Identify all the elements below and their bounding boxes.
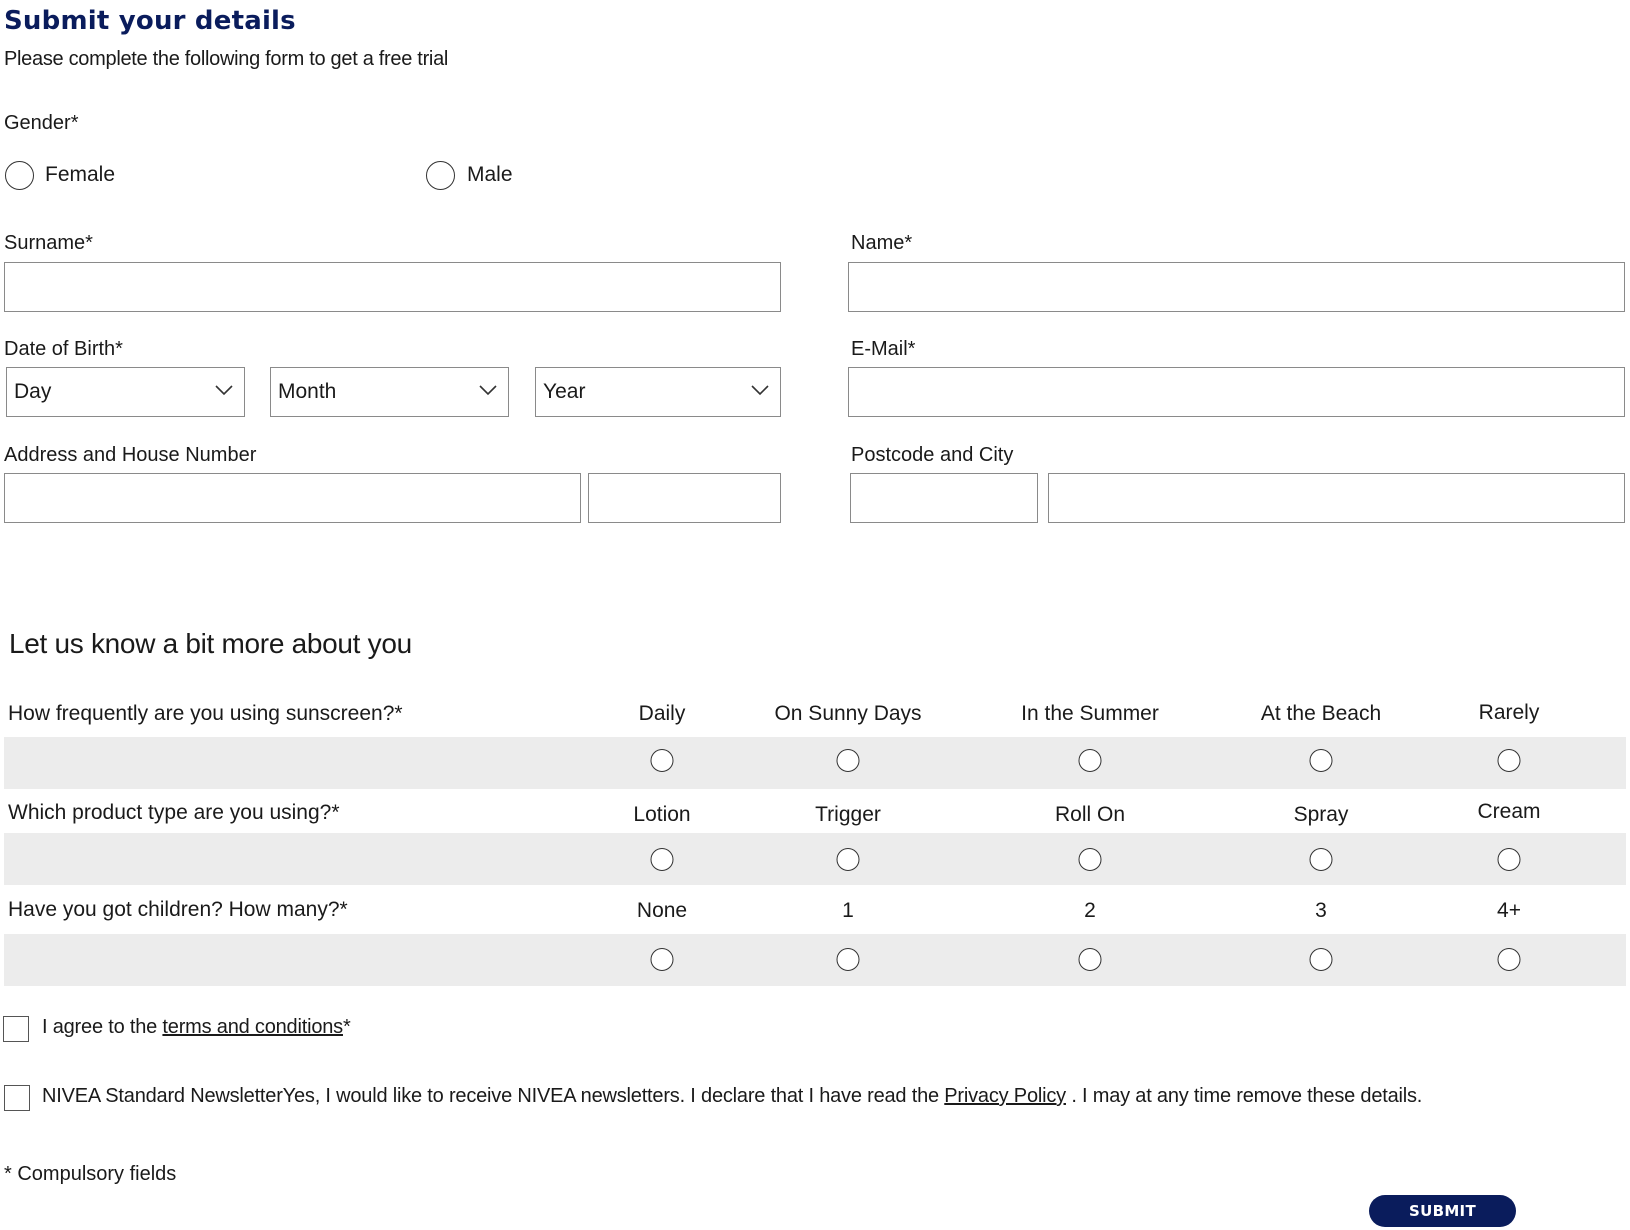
address-house-number-input[interactable] [588,473,781,523]
postcode-city-label: Postcode and City [851,444,1014,466]
children-3-radio[interactable] [1310,948,1333,971]
terms-text [42,1016,351,1039]
email-label: E-Mail* [851,338,916,360]
newsletter-prefix: NIVEA Standard NewsletterYes, I would like to receive NIVEA newsletters. I declare that I have read the [42,1085,945,1107]
option-label: Daily [638,702,686,725]
option-label: Spray [1293,803,1349,826]
dob-year-select[interactable] [535,367,781,417]
option-label: Roll On [1054,803,1126,826]
newsletter-text [42,1085,1422,1108]
dob-month-select[interactable] [270,367,509,417]
surname-input[interactable] [4,262,781,312]
children-2-radio[interactable] [1079,948,1102,971]
product-lotion-radio[interactable] [651,848,674,871]
gender-female-radio[interactable] [5,161,34,190]
option-label: Rarely [1478,701,1540,724]
option-label: Trigger [815,803,881,826]
compulsory-note: * Compulsory fields [4,1163,177,1185]
option-label: 1 [842,899,854,922]
chevron-down-icon [750,382,770,398]
chevron-down-icon [478,382,498,398]
chevron-down-icon [214,382,234,398]
gender-male-label: Male [467,163,513,186]
option-label: At the Beach [1260,702,1382,725]
sunscreen-summer-radio[interactable] [1079,749,1102,772]
dob-year-value: Year [543,380,586,403]
submit-button[interactable]: SUBMIT [1369,1195,1516,1227]
newsletter-suffix: . I may at any time remove these details. [1065,1085,1423,1107]
address-street-input[interactable] [4,473,581,523]
name-label: Name* [851,232,913,254]
postcode-input[interactable] [850,473,1038,523]
dob-month-value: Month [278,380,337,403]
terms-prefix: I agree to the [42,1016,163,1038]
question-product-type: Which product type are you using?* [8,801,340,824]
question-sunscreen-frequency: How frequently are you using sunscreen?* [8,702,403,725]
product-roll-on-radio[interactable] [1079,848,1102,871]
city-input[interactable] [1048,473,1625,523]
gender-label: Gender* [4,112,79,134]
email-input[interactable] [848,367,1625,417]
option-label: 4+ [1497,899,1521,922]
sunscreen-beach-radio[interactable] [1310,749,1333,772]
page-title: Submit your details [4,6,296,36]
dob-label: Date of Birth* [4,338,123,360]
product-cream-radio[interactable] [1498,848,1521,871]
privacy-policy-link[interactable]: Privacy Policy [944,1085,1066,1107]
address-label: Address and House Number [4,444,257,466]
product-spray-radio[interactable] [1310,848,1333,871]
option-label: 2 [1084,899,1096,922]
option-label: Cream [1477,800,1541,823]
dob-day-value: Day [14,380,52,403]
dob-day-select[interactable] [6,367,245,417]
survey-row-band [4,833,1626,885]
survey-row-band [4,737,1626,789]
page-subtitle: Please complete the following form to get a free trial [4,48,449,70]
sunscreen-sunny-days-radio[interactable] [837,749,860,772]
name-input[interactable] [848,262,1625,312]
option-label: On Sunny Days [774,702,922,725]
surname-label: Surname* [4,232,93,254]
terms-link[interactable]: terms and conditions [162,1016,343,1038]
product-trigger-radio[interactable] [837,848,860,871]
terms-suffix: * [342,1016,351,1038]
gender-male-radio[interactable] [426,161,455,190]
children-1-radio[interactable] [837,948,860,971]
newsletter-checkbox[interactable] [4,1085,30,1111]
sunscreen-daily-radio[interactable] [651,749,674,772]
sunscreen-rarely-radio[interactable] [1498,749,1521,772]
option-label: Lotion [633,803,691,826]
option-label: In the Summer [1021,702,1159,725]
question-children: Have you got children? How many?* [8,898,348,921]
survey-heading: Let us know a bit more about you [9,628,412,659]
survey-row-band [4,934,1626,986]
gender-female-label: Female [45,163,116,186]
children-none-radio[interactable] [651,948,674,971]
children-4-plus-radio[interactable] [1498,948,1521,971]
option-label: 3 [1315,899,1327,922]
option-label: None [636,899,688,922]
terms-checkbox[interactable] [3,1016,29,1042]
